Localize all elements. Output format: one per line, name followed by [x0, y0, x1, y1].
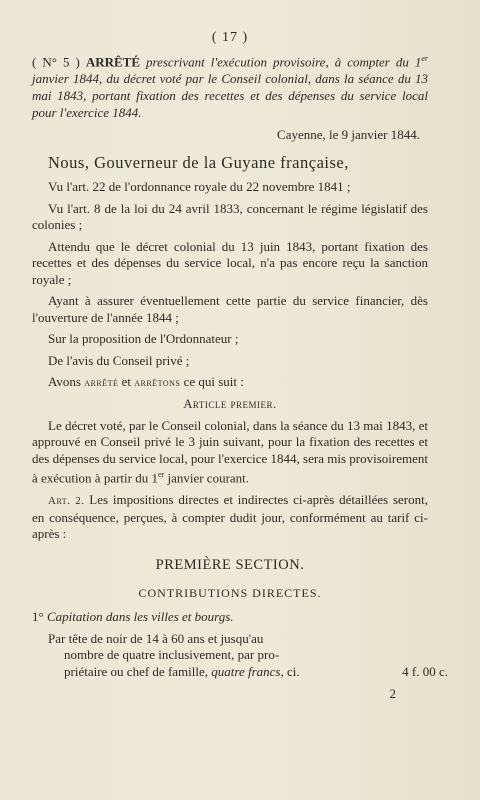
paragraph-vu-loi: Vu l'art. 8 de la loi du 24 avril 1833, concernant le régime législatif des colonies ; [32, 200, 428, 233]
heading-sup: er [421, 54, 429, 63]
paragraph-ayant: Ayant à assurer éventuellement cette partie du service financier, dès l'ouverture de l'année 1844 ; [32, 293, 428, 325]
avons-middle: et [118, 374, 135, 390]
decree-number: ( N° 5 ) [32, 54, 80, 70]
dateline: Cayenne, le 9 janvier 1844. [277, 127, 420, 143]
heading-text-2: janvier 1844, du décret voté par le Conseil colonial, dans la séance du 13 mai 1843, portant fixation des recettes et des dépenses du service local pour l'exercice 1844. [32, 71, 428, 121]
article-2-label: Art. 2. [48, 495, 85, 508]
item-title: Capitation dans les villes et bourgs. [46, 608, 234, 624]
tariff-item-heading [32, 609, 428, 625]
tariff-entry [48, 630, 448, 681]
tariff-line-3-start: priétaire ou chef de famille, [64, 663, 212, 679]
signature-mark: 2 [389, 686, 396, 702]
article-2-text [32, 492, 428, 543]
decree-type: ARRÊTÉ [85, 54, 140, 70]
paragraph-avons [32, 374, 428, 392]
article-premier-text-2: janvier courant. [164, 470, 250, 486]
avons-start: Avons [48, 374, 85, 390]
tariff-line-1: Par tête de noir de 14 à 60 ans et jusqu'au [48, 630, 264, 646]
subsection-title: CONTRIBUTIONS DIRECTES. [138, 585, 322, 600]
preamble-nous: Nous, Gouverneur de la Guyane française, [48, 153, 349, 173]
tariff-line-3 [64, 664, 428, 681]
heading-text-1: prescrivant l'exécution provisoire, à compter du 1 [140, 54, 422, 70]
tariff-line-3-italic: quatre francs [211, 663, 281, 679]
tariff-line-2: nombre de quatre inclusivement, par pro- [64, 647, 280, 663]
avons-arrete: arrêté [84, 377, 119, 390]
article-2-body: Les impositions directes et indirectes ci-après détaillées seront, en conséquence, perçues, à compter dudit jour, conformément au tarif ci-après : [32, 492, 429, 542]
article-premier-sup: er [157, 470, 165, 480]
article-premier-heading: Article premier. [183, 396, 277, 411]
paragraph-avis: De l'avis du Conseil privé ; [48, 352, 190, 368]
decree-heading [32, 50, 428, 121]
paragraph-vu-ordonnance: Vu l'art. 22 de l'ordonnance royale du 22 novembre 1841 ; [48, 179, 351, 195]
section-title: PREMIÈRE SECTION. [155, 556, 305, 573]
tariff-amount: 4 f. 00 c. [402, 663, 448, 679]
article-premier-text-1: Le décret voté, par le Conseil colonial, dans la séance du 13 mai 1843, et approuvé en Conseil privé le 3 juin suivant, pour la fixation des recettes et des dépenses du service local, pour l'exercice 1844, sera mis provisoirement à exécution à partir du 1 [32, 417, 428, 486]
avons-arretons: arrêtons [134, 377, 181, 390]
item-number: 1° [32, 608, 44, 624]
paragraph-proposition: Sur la proposition de l'Ordonnateur ; [48, 331, 239, 347]
page-number: ( 17 ) [211, 30, 249, 45]
paragraph-attendu: Attendu que le décret colonial du 13 juin 1843, portant fixation des recettes et des dépenses du service local, n'a pas encore reçu la sanction royale ; [32, 238, 428, 287]
avons-end: ce qui suit : [180, 374, 244, 390]
tariff-line-3-end: , ci. [280, 663, 300, 679]
article-premier-text [32, 418, 428, 487]
